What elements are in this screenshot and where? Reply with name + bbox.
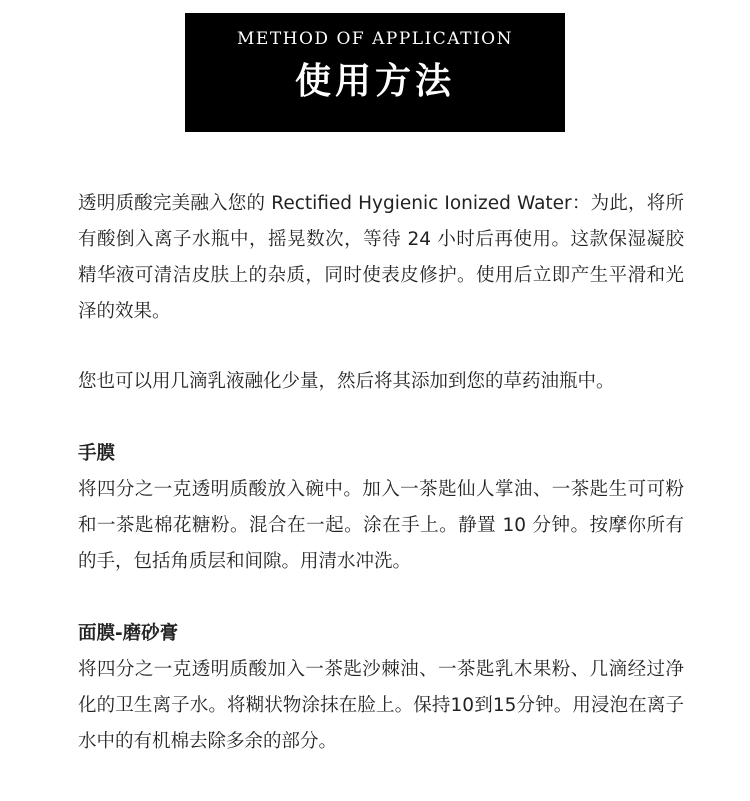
title-banner — [185, 13, 565, 132]
instructions-body — [78, 186, 684, 760]
hand-mask-paragraph: 将四分之一克透明质酸放入碗中。加入一茶匙仙人掌油、一茶匙生可可粉和一茶匙棉花糖粉。混合在一起。涂在手上。静置 10 分钟。按摩你所有的手，包括角质层和间隙。用清水冲洗。 — [78, 479, 684, 572]
banner-title-english: METHOD OF APPLICATION — [237, 29, 513, 49]
spacer — [78, 330, 684, 364]
spacer — [78, 580, 684, 616]
face-mask-paragraph: 将四分之一克透明质酸加入一茶匙沙棘油、一茶匙乳木果粉、几滴经过净化的卫生离子水。将糊状物涂抹在脸上。保持10到15分钟。用浸泡在离子水中的有机棉去除多余的部分。 — [78, 659, 684, 752]
alternative-use-paragraph: 您也可以用几滴乳液融化少量，然后将其添加到您的草药油瓶中。 — [78, 371, 615, 392]
face-mask-heading: 面膜-磨砂膏 — [78, 623, 179, 644]
spacer — [78, 400, 684, 436]
hand-mask-heading: 手膜 — [78, 443, 116, 464]
banner-title-chinese: 使用方法 — [294, 61, 455, 102]
intro-paragraph: 透明质酸完美融入您的 Rectified Hygienic Ionized Water：为此，将所有酸倒入离子水瓶中，摇晃数次，等待 24 小时后再使用。这款保湿凝胶精华液可清洁皮肤上的杂质，同时使表皮修护。使用后立即产生平滑和光泽的效果。 — [78, 193, 684, 322]
